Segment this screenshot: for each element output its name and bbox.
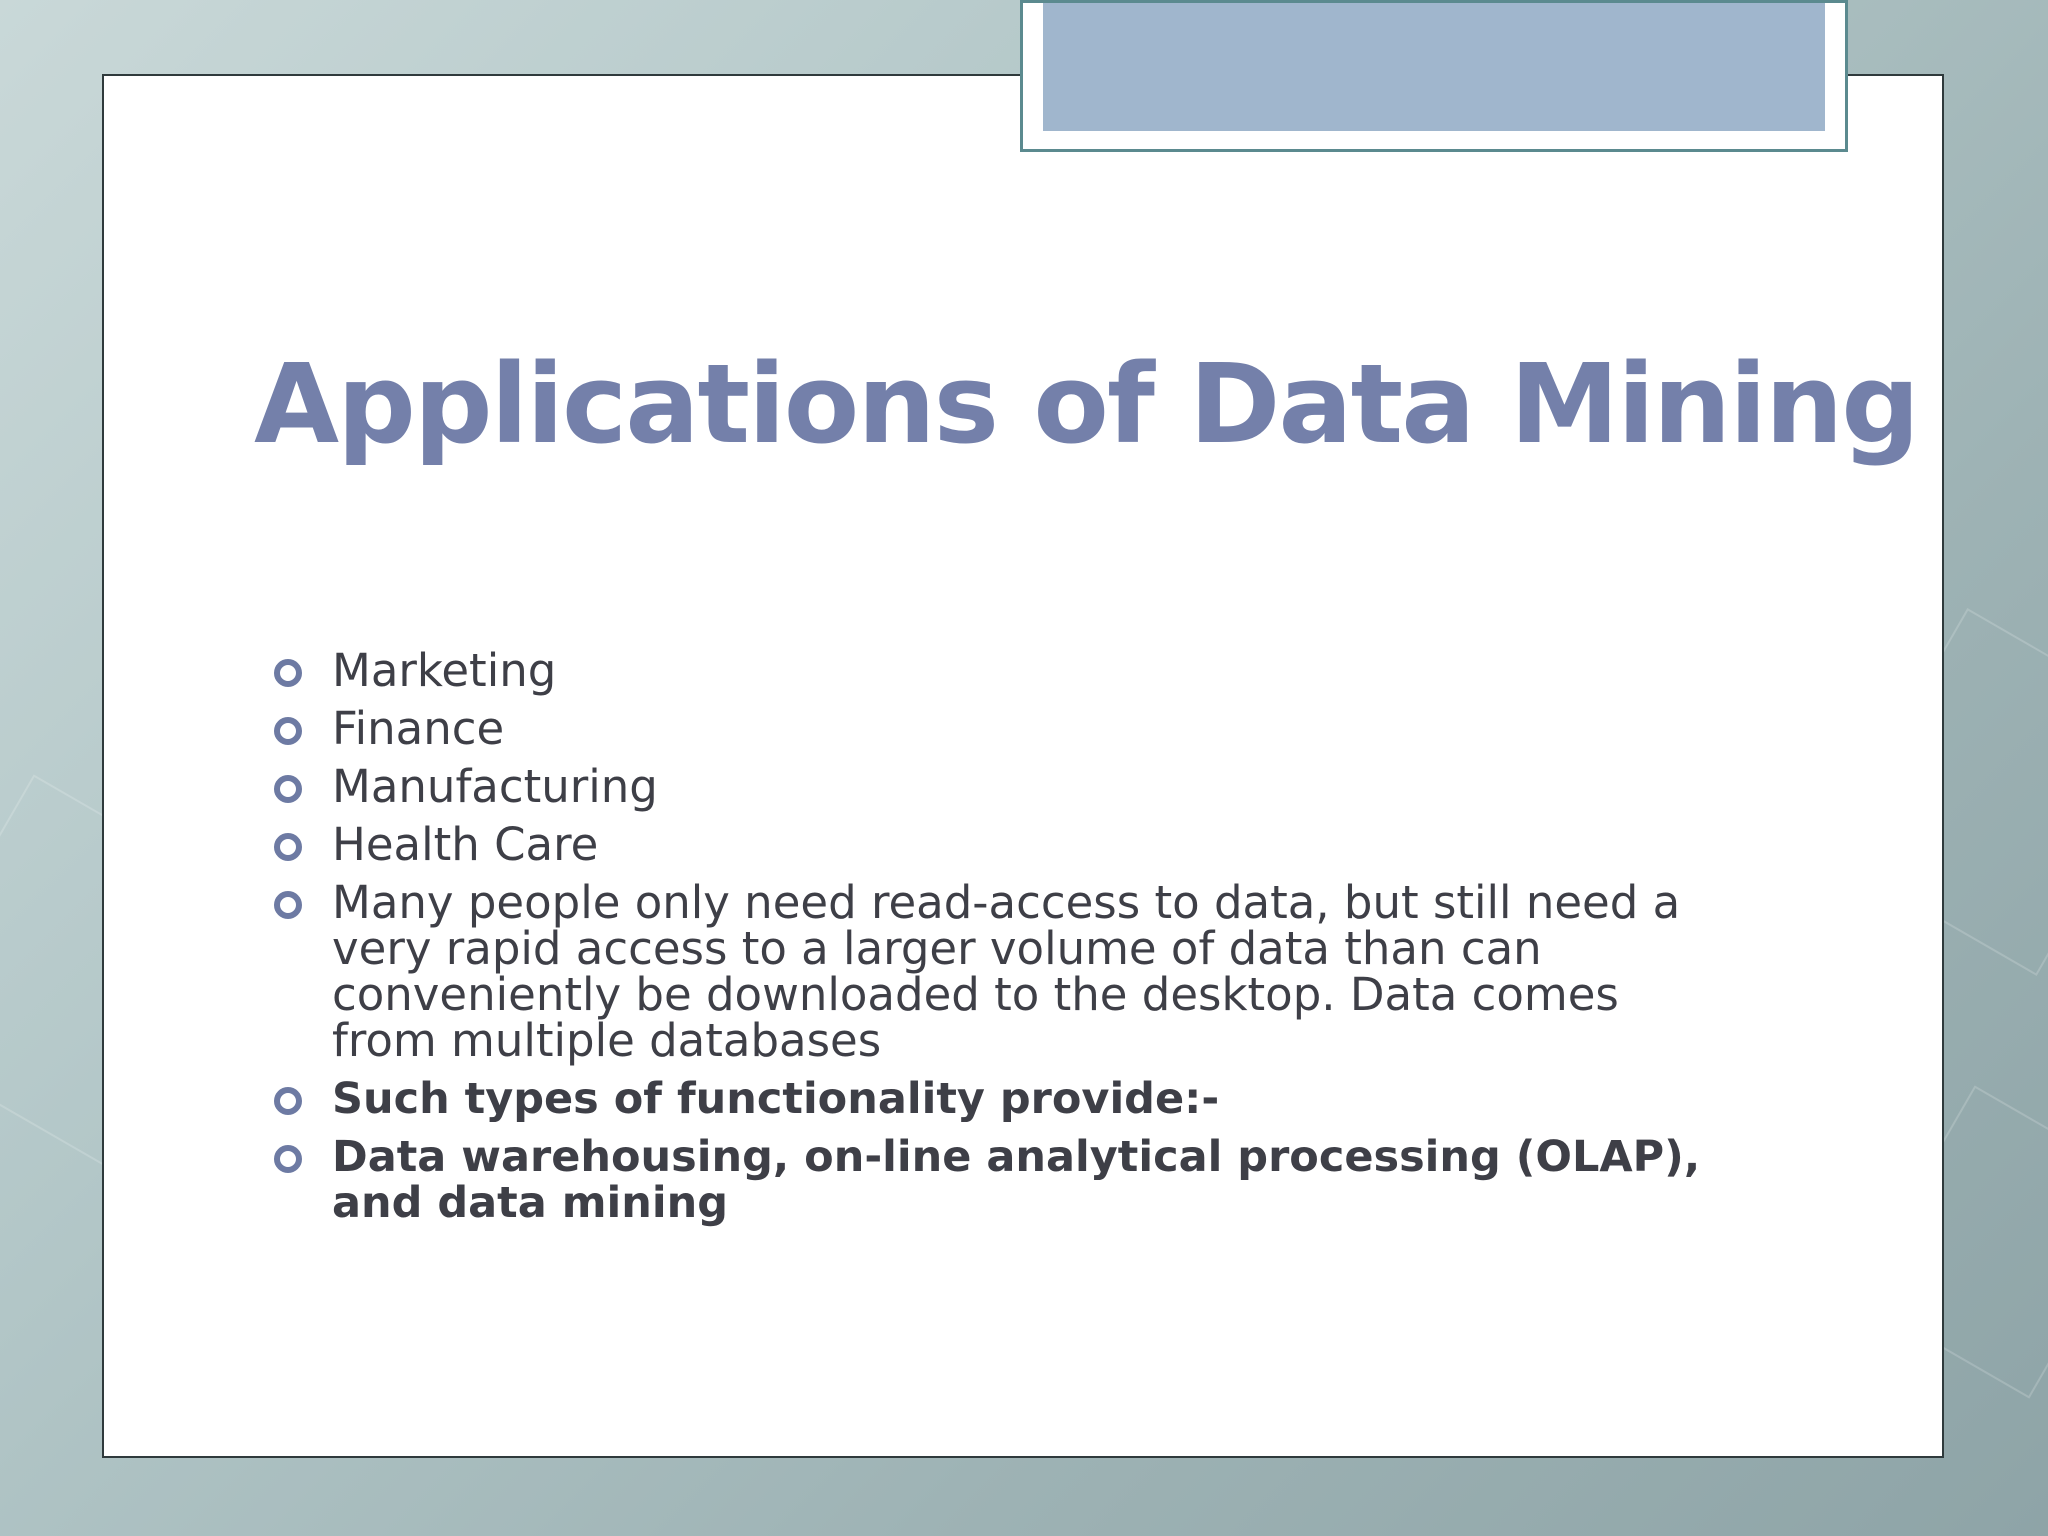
bullet-circle-icon <box>274 1145 302 1173</box>
bullet-circle-icon <box>274 659 302 687</box>
slide-title: Applications of Data Mining <box>254 340 1918 468</box>
bullet-item-read-access <box>270 876 1730 1067</box>
bullet-item-functionality <box>270 1076 1730 1122</box>
bullet-item-finance <box>270 702 1730 755</box>
header-accent-tab <box>1020 0 1848 152</box>
bullet-text: Health Care <box>332 818 599 871</box>
bullet-item-health-care <box>270 818 1730 871</box>
bullet-list <box>270 644 1730 1238</box>
bullet-text: Finance <box>332 702 505 755</box>
bullet-circle-icon <box>274 891 302 919</box>
bullet-text: Many people only need read-access to data, but still need a very rapid access to a larger volume of data than can conveniently be downloaded to the desktop. Data comes from multiple databases <box>332 876 1681 1067</box>
header-accent-fill <box>1043 3 1825 131</box>
bullet-circle-icon <box>274 717 302 745</box>
bullet-text: Data warehousing, on-line analytical processing (OLAP), and data mining <box>332 1132 1701 1228</box>
bullet-item-data-warehousing <box>270 1134 1730 1226</box>
bullet-circle-icon <box>274 833 302 861</box>
bullet-item-manufacturing <box>270 760 1730 813</box>
bullet-text: Marketing <box>332 644 557 697</box>
bullet-text: Such types of functionality provide:- <box>332 1074 1220 1124</box>
bullet-item-marketing <box>270 644 1730 697</box>
bullet-circle-icon <box>274 775 302 803</box>
bullet-circle-icon <box>274 1087 302 1115</box>
bullet-text: Manufacturing <box>332 760 658 813</box>
